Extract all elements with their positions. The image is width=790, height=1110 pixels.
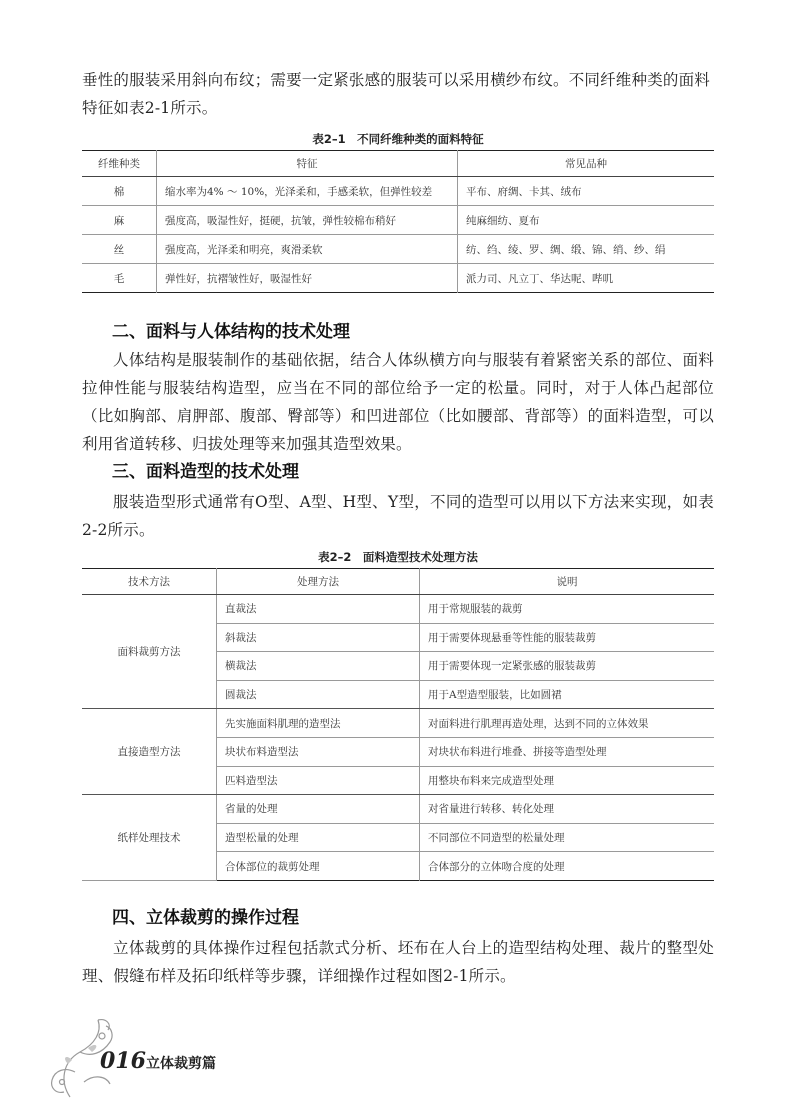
group-cell: 直接造型方法 bbox=[82, 709, 217, 795]
method-cell: 造型松量的处理 bbox=[217, 823, 420, 852]
description-cell: 对块状布料进行堆叠、拼接等造型处理 bbox=[420, 737, 715, 766]
section-3-paragraph: 服装造型形式通常有O型、A型、H型、Y型，不同的造型可以用以下方法来实现，如表2-2所示。 bbox=[82, 493, 714, 539]
group-cell: 面料裁剪方法 bbox=[82, 595, 217, 709]
table-row bbox=[82, 795, 714, 824]
page-number: 016 bbox=[100, 1048, 146, 1074]
description-cell: 对省量进行转移、转化处理 bbox=[420, 795, 715, 824]
description-cell: 用于需要体现一定紧张感的服装裁剪 bbox=[420, 652, 715, 681]
header-method: 处理方法 bbox=[217, 569, 420, 595]
intro-line-2: 特征如表2-1所示。 bbox=[82, 99, 218, 117]
group-cell: 纸样处理技术 bbox=[82, 795, 217, 881]
method-cell: 横裁法 bbox=[217, 652, 420, 681]
table-row bbox=[82, 264, 714, 293]
varieties-cell: 平布、府绸、卡其、绒布 bbox=[458, 177, 715, 206]
description-cell: 用于需要体现悬垂等性能的服装裁剪 bbox=[420, 623, 715, 652]
feature-cell: 强度高，吸湿性好，挺硬，抗皱，弹性较棉布稍好 bbox=[157, 206, 458, 235]
method-cell: 合体部位的裁剪处理 bbox=[217, 852, 420, 881]
description-cell: 不同部位不同造型的松量处理 bbox=[420, 823, 715, 852]
description-cell: 合体部分的立体吻合度的处理 bbox=[428, 860, 565, 873]
header-technique: 技术方法 bbox=[82, 569, 217, 595]
table-1-caption: 表2–1 不同纤维种类的面料特征 bbox=[312, 132, 484, 146]
section-4-heading: 四、立体裁剪的操作过程 bbox=[112, 908, 299, 928]
table-row bbox=[82, 709, 714, 738]
method-cell: 省量的处理 bbox=[217, 795, 420, 824]
method-cell: 匹料造型法 bbox=[217, 766, 420, 795]
header-varieties: 常见品种 bbox=[458, 151, 715, 177]
table-row bbox=[82, 177, 714, 206]
fiber-cell: 棉 bbox=[82, 177, 157, 206]
varieties-cell: 派力司、凡立丁、华达呢、哔叽 bbox=[466, 272, 613, 285]
section-2-paragraph: 人体结构是服装制作的基础依据，结合人体纵横方向与服装有着紧密关系的部位、面料拉伸性能与服装结构造型，应当在不同的部位给予一定的松量。同时，对于人体凸起部位（比如胸部、肩胛部、腹部、臀部等）和凹进部位（比如腰部、背部等）的面料造型，可以利用省道转移、归拔处理等来加强其造型效果。 bbox=[82, 351, 714, 453]
table-row bbox=[82, 595, 714, 624]
description-cell: 用于常规服装的裁剪 bbox=[420, 595, 715, 624]
varieties-cell: 纯麻细纺、夏布 bbox=[458, 206, 715, 235]
table-2-caption: 表2–2 面料造型技术处理方法 bbox=[318, 550, 478, 564]
header-fiber-type: 纤维种类 bbox=[82, 151, 157, 177]
header-feature: 特征 bbox=[157, 151, 458, 177]
description-cell: 用整块布料来完成造型处理 bbox=[420, 766, 715, 795]
intro-line-1: 垂性的服装采用斜向布纹；需要一定紧张感的服装可以采用横纱布纹。不同纤维种类的面料 bbox=[82, 71, 711, 89]
intro-paragraph bbox=[82, 66, 714, 122]
method-cell: 圆裁法 bbox=[217, 680, 420, 709]
section-3-heading: 三、面料造型的技术处理 bbox=[112, 462, 299, 482]
method-cell: 直裁法 bbox=[217, 595, 420, 624]
section-4-paragraph: 立体裁剪的具体操作过程包括款式分析、坯布在人台上的造型结构处理、裁片的整型处理、假缝布样及拓印纸样等步骤，详细操作过程如图2-1所示。 bbox=[82, 939, 714, 985]
description-cell: 对面料进行肌理再造处理，达到不同的立体效果 bbox=[420, 709, 715, 738]
varieties-cell: 纺、绉、绫、罗、绸、缎、锦、绡、纱、绢 bbox=[458, 235, 715, 264]
table-row bbox=[82, 206, 714, 235]
fiber-fabric-table bbox=[82, 150, 714, 293]
method-cell: 先实施面料肌理的造型法 bbox=[217, 709, 420, 738]
feature-cell: 弹性好，抗褶皱性好，吸湿性好 bbox=[157, 264, 458, 293]
fiber-cell: 毛 bbox=[82, 264, 157, 293]
feature-cell: 缩水率为4% ～ 10%，光泽柔和，手感柔软，但弹性较差 bbox=[157, 177, 458, 206]
feature-cell: 强度高，光泽柔和明亮，爽滑柔软 bbox=[157, 235, 458, 264]
shaping-technique-table bbox=[82, 568, 714, 881]
table-header-row bbox=[82, 151, 714, 177]
fiber-cell: 丝 bbox=[82, 235, 157, 264]
running-title: 立体裁剪篇 bbox=[146, 1056, 216, 1072]
header-description: 说明 bbox=[420, 569, 715, 595]
fiber-cell: 麻 bbox=[82, 206, 157, 235]
table-row bbox=[82, 235, 714, 264]
method-cell: 斜裁法 bbox=[217, 623, 420, 652]
table-header-row bbox=[82, 569, 714, 595]
section-2-heading: 二、面料与人体结构的技术处理 bbox=[112, 322, 350, 342]
method-cell: 块状布料造型法 bbox=[217, 737, 420, 766]
description-cell: 用于A型造型服装，比如圆裙 bbox=[420, 680, 715, 709]
